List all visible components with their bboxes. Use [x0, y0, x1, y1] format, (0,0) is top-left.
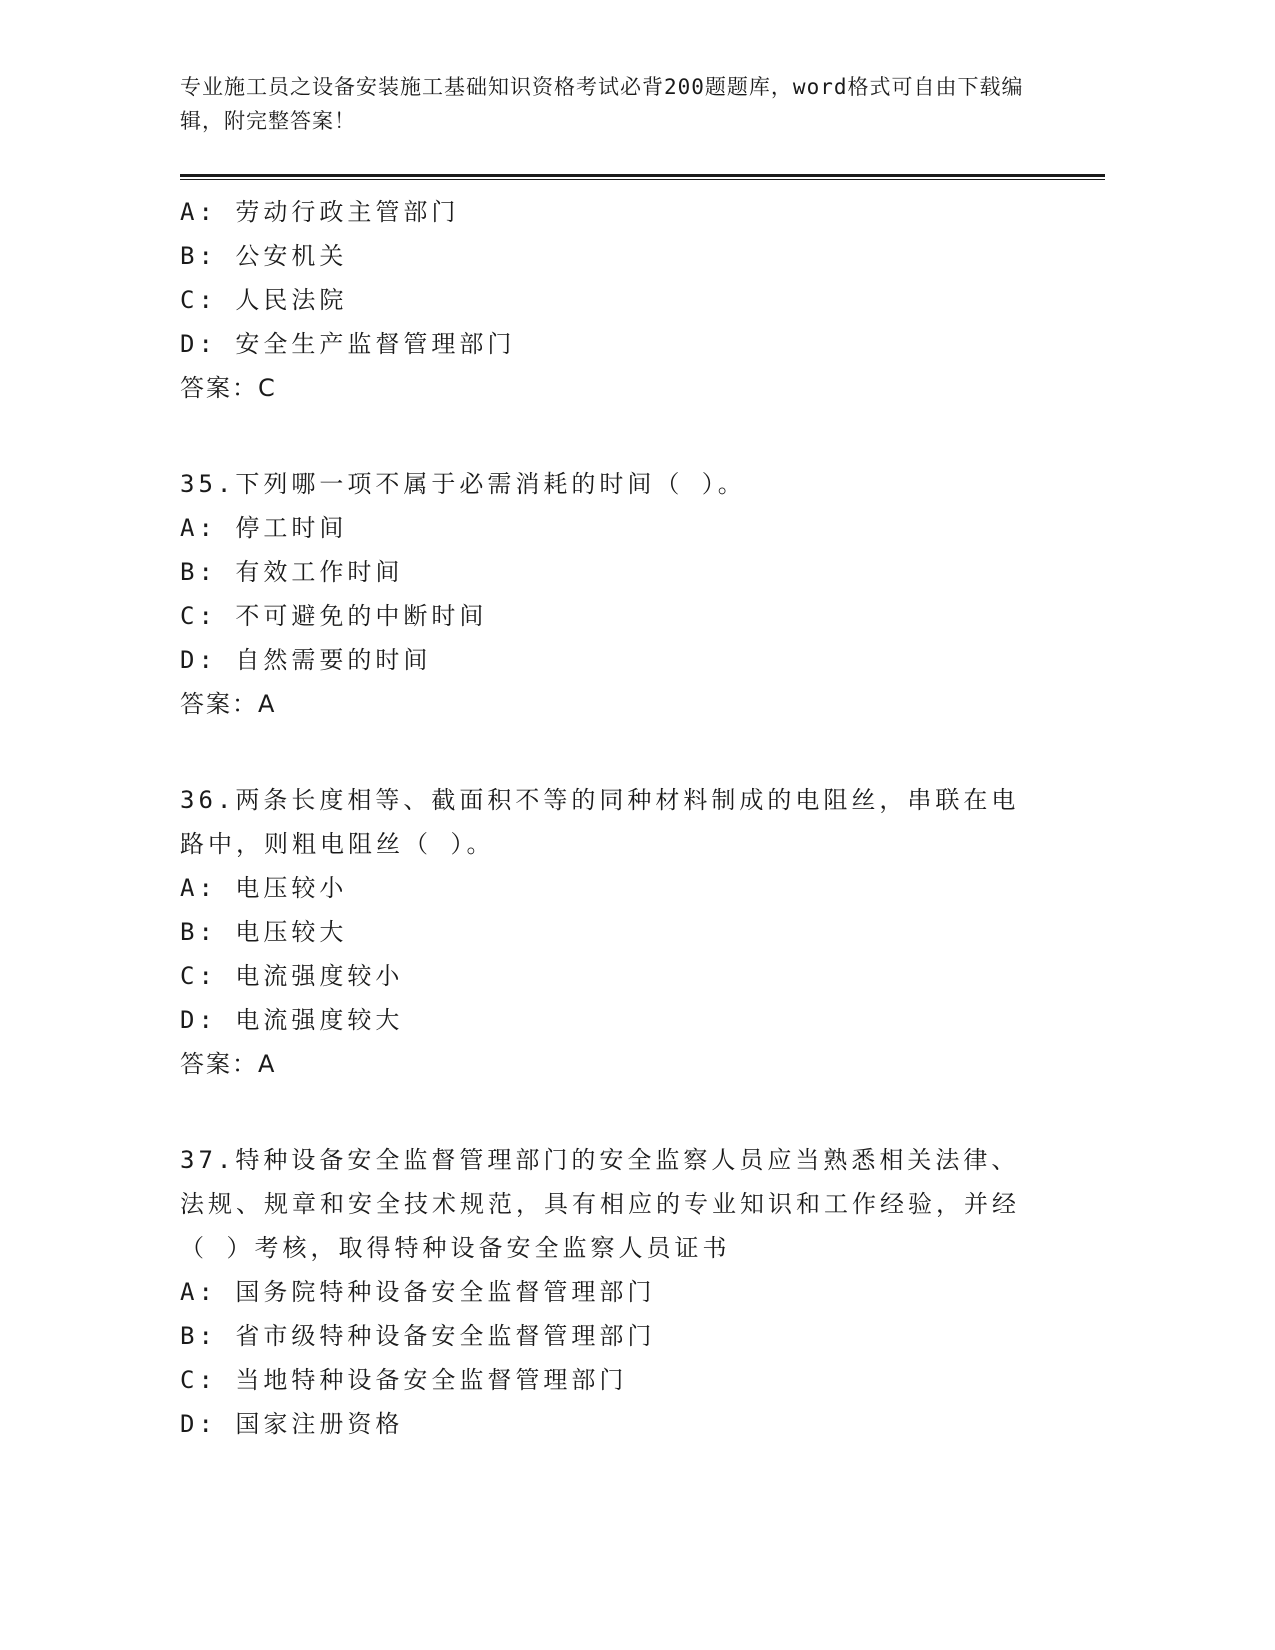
option-b: B: 公安机关	[180, 242, 348, 270]
option-b: B: 省市级特种设备安全监督管理部门	[180, 1322, 656, 1350]
option-d: D: 国家注册资格	[180, 1410, 404, 1438]
option-a: A: 国务院特种设备安全监督管理部门	[180, 1278, 656, 1306]
option-a: A: 停工时间	[180, 514, 348, 542]
header-divider	[180, 174, 1105, 180]
option-d: D: 自然需要的时间	[180, 646, 432, 674]
option-c: C: 电流强度较小	[180, 962, 404, 990]
answer-line: 答案：A	[180, 690, 277, 718]
question-block-36	[180, 778, 1105, 1086]
option-a: A: 劳动行政主管部门	[180, 198, 460, 226]
question-block-34	[180, 190, 1105, 410]
answer-line: 答案：C	[180, 374, 277, 402]
question-block-35	[180, 462, 1105, 726]
question-text: 36.两条长度相等、截面积不等的同种材料制成的电阻丝，串联在电路中，则粗电阻丝（ ）。	[180, 786, 1020, 858]
option-c: C: 人民法院	[180, 286, 348, 314]
answer-line: 答案：A	[180, 1050, 277, 1078]
option-c: C: 当地特种设备安全监督管理部门	[180, 1366, 628, 1394]
option-c: C: 不可避免的中断时间	[180, 602, 488, 630]
question-text: 37.特种设备安全监督管理部门的安全监察人员应当熟悉相关法律、法规、规章和安全技术规范，具有相应的专业知识和工作经验，并经（ ）考核，取得特种设备安全监察人员证书	[180, 1146, 1020, 1262]
question-block-37	[180, 1138, 1105, 1446]
option-b: B: 有效工作时间	[180, 558, 404, 586]
option-d: D: 安全生产监督管理部门	[180, 330, 516, 358]
question-text: 35.下列哪一项不属于必需消耗的时间（ ）。	[180, 470, 746, 498]
document-page	[180, 70, 1105, 1446]
option-a: A: 电压较小	[180, 874, 348, 902]
document-header-title: 专业施工员之设备安装施工基础知识资格考试必背200题题库，word格式可自由下载编辑，附完整答案！	[180, 75, 1024, 133]
option-b: B: 电压较大	[180, 918, 348, 946]
option-d: D: 电流强度较大	[180, 1006, 404, 1034]
